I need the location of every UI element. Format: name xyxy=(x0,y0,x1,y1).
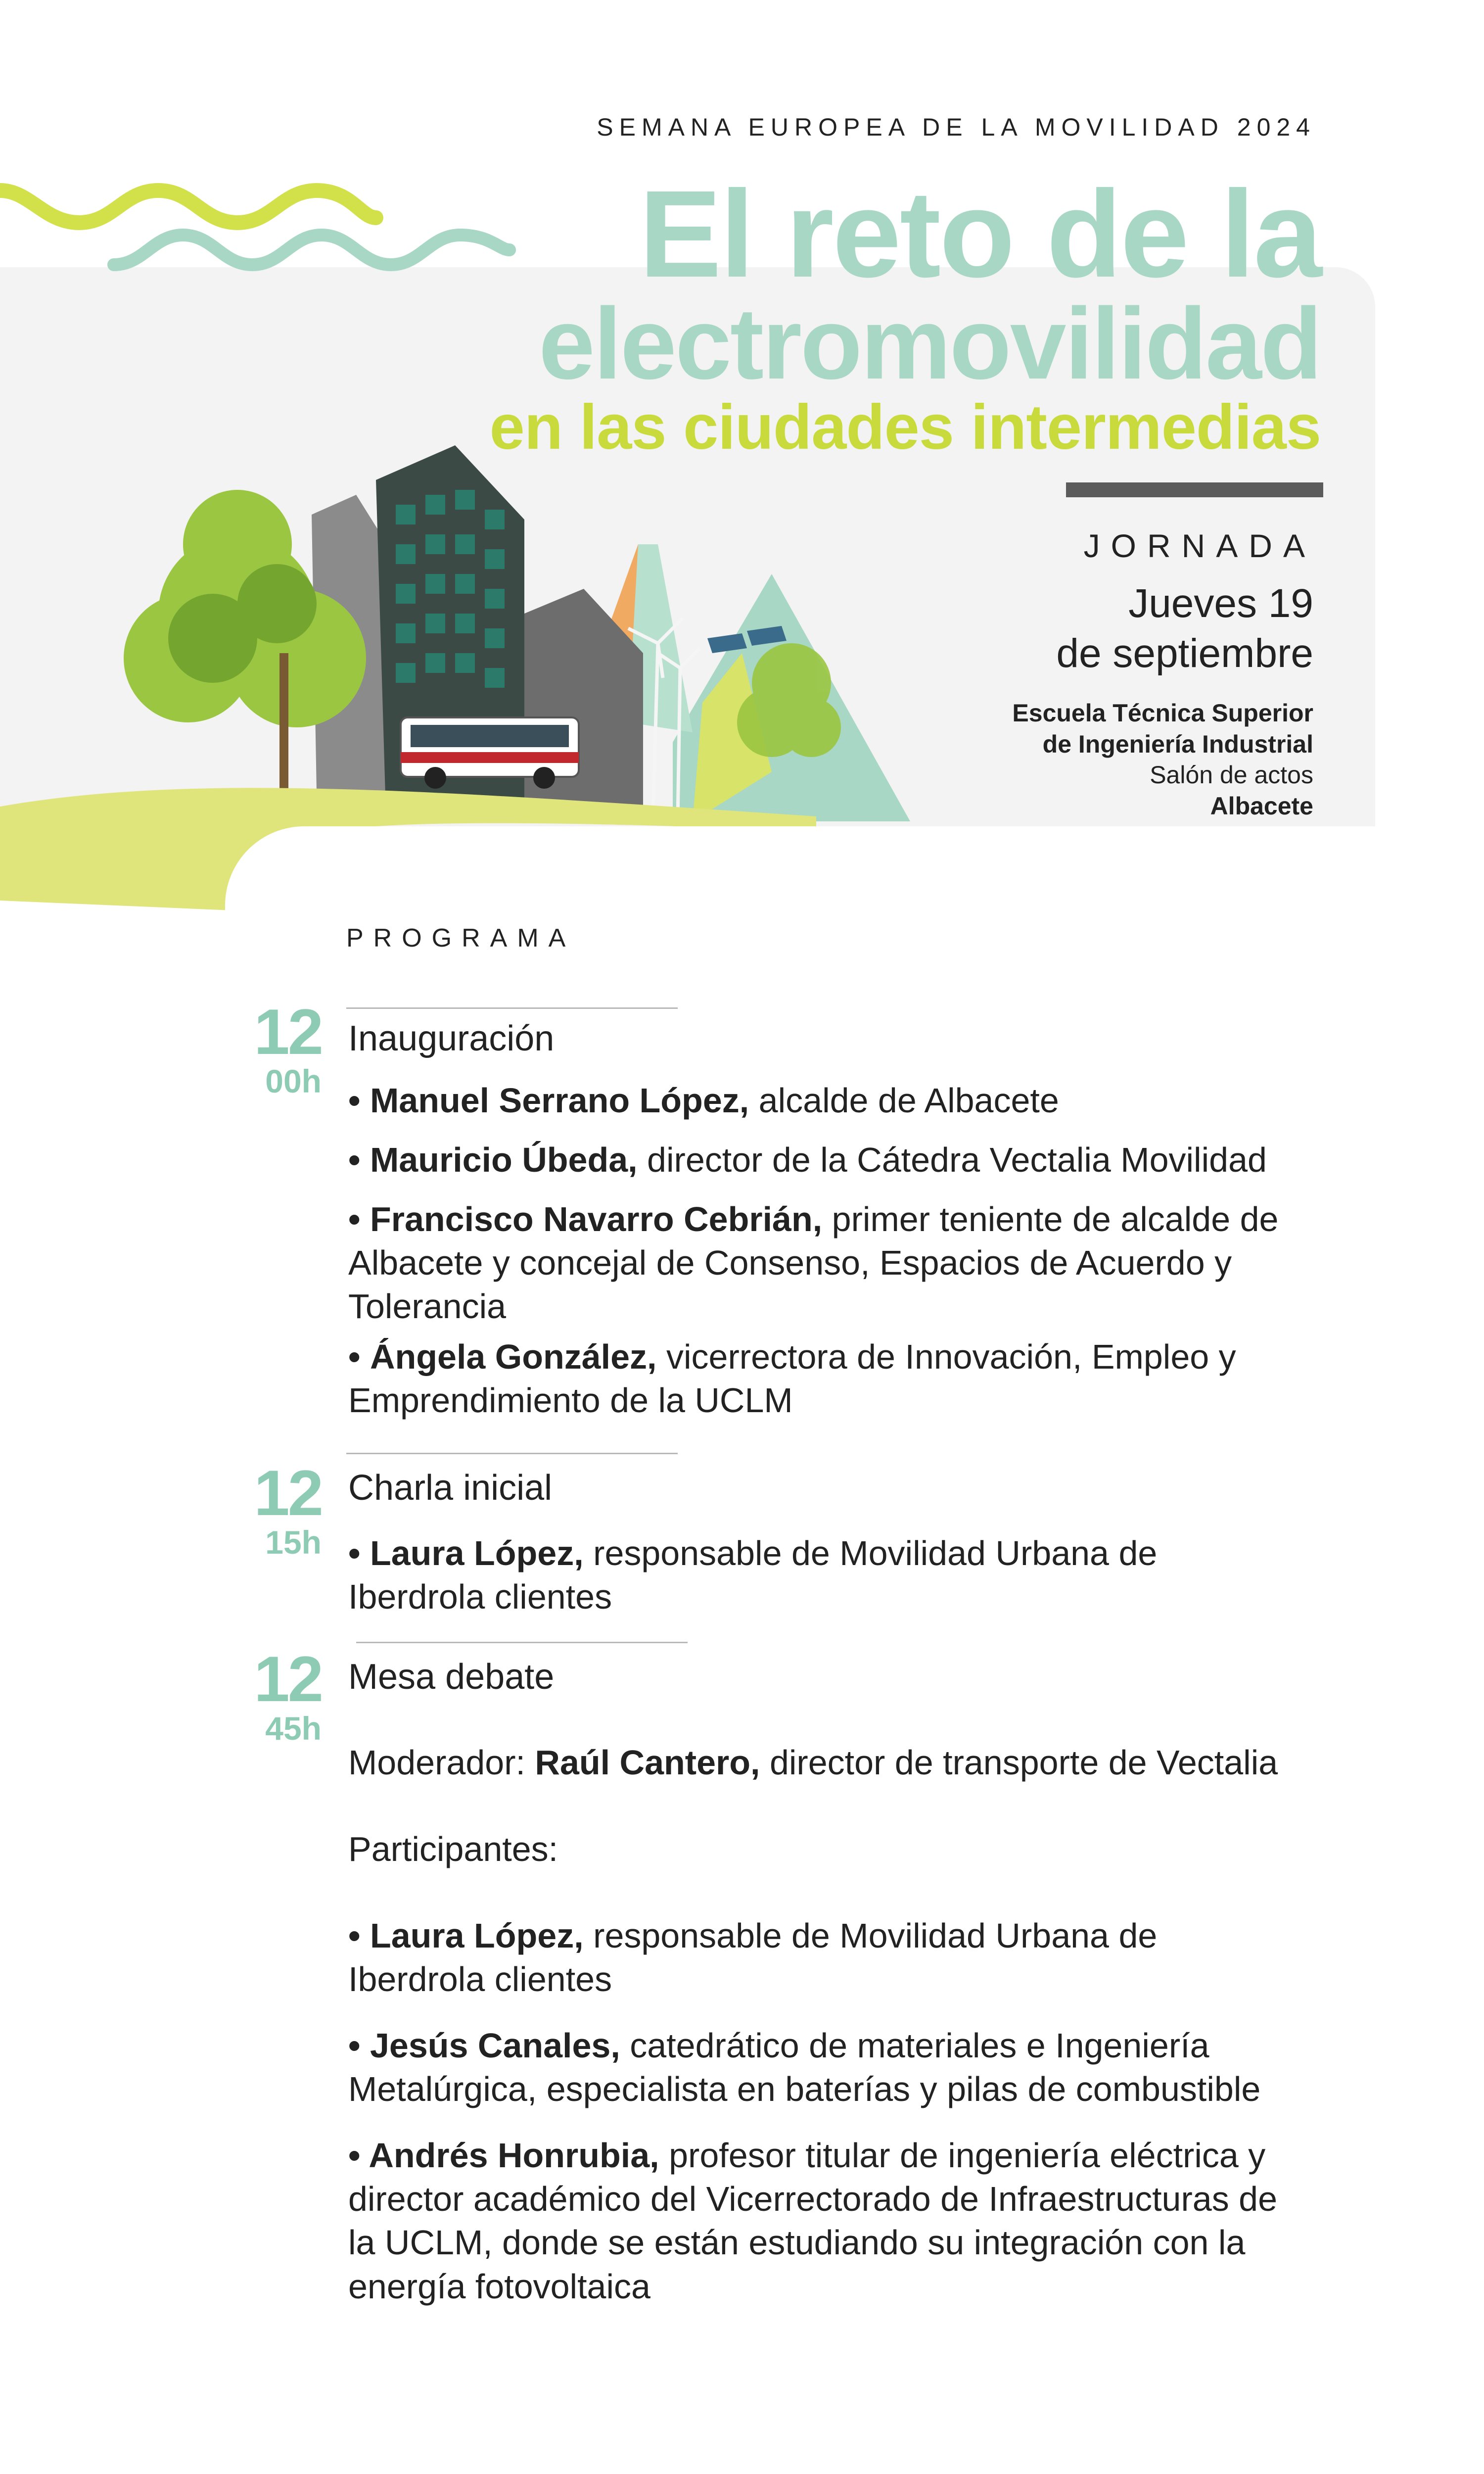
venue-line-4: Albacete xyxy=(1210,792,1313,820)
speaker-name: • Ángela González, xyxy=(348,1337,657,1376)
venue-line-2: de Ingeniería Industrial xyxy=(1042,730,1313,758)
session-divider xyxy=(346,1007,678,1009)
speaker-role: alcalde de Albacete xyxy=(749,1081,1059,1120)
moderator-item xyxy=(348,1741,1338,1784)
title-line-2: electromovilidad xyxy=(538,287,1321,400)
speaker-role-cont: director académico del Vicerrectorado de Infraestructuras de xyxy=(348,2180,1278,2219)
title-line-1: El reto de la xyxy=(639,165,1321,303)
speaker-role: primer teniente de alcalde de xyxy=(822,1200,1279,1238)
speaker-name: • Francisco Navarro Cebrián, xyxy=(348,1200,823,1238)
speaker-name: Raúl Cantero, xyxy=(535,1743,760,1782)
wave-decoration xyxy=(0,143,544,292)
time-minutes: 15h xyxy=(265,1524,322,1561)
speaker-name: • Andrés Honrubia, xyxy=(348,2136,659,2175)
speaker-role-cont: Iberdrola clientes xyxy=(348,1960,612,1999)
event-date xyxy=(1056,579,1313,679)
speaker-item xyxy=(348,2134,1338,2308)
session-title: Charla inicial xyxy=(348,1468,553,1508)
speaker-role: responsable de Movilidad Urbana de xyxy=(583,1916,1158,1955)
event-eyebrow: SEMANA EUROPEA DE LA MOVILIDAD 2024 xyxy=(597,113,1316,141)
speaker-role: catedrático de materiales e Ingeniería xyxy=(620,2026,1209,2065)
wave-lime xyxy=(0,190,376,223)
speaker-item xyxy=(348,1335,1338,1422)
speaker-name: • Jesús Canales, xyxy=(348,2026,620,2065)
venue-line-1: Escuela Técnica Superior xyxy=(1012,699,1313,727)
session-time xyxy=(223,996,322,1099)
session-title: Inauguración xyxy=(348,1019,555,1058)
session-divider xyxy=(346,1453,678,1454)
speaker-role: director de transporte de Vectalia xyxy=(760,1743,1278,1782)
speaker-item xyxy=(348,1079,1338,1122)
time-hour: 12 xyxy=(254,1457,322,1529)
title-divider xyxy=(1066,482,1323,497)
time-minutes: 00h xyxy=(265,1063,322,1099)
program-heading: PROGRAMA xyxy=(346,924,576,952)
time-minutes: 45h xyxy=(265,1710,322,1747)
session-title: Mesa debate xyxy=(348,1657,555,1697)
jornada-label: JORNADA xyxy=(1083,527,1316,564)
speaker-role-cont: energía fotovoltaica xyxy=(348,2267,650,2306)
tree-trunk xyxy=(279,653,288,792)
session-time xyxy=(223,1457,322,1561)
speaker-name: • Mauricio Úbeda, xyxy=(348,1141,638,1179)
page-subtitle: en las ciudades intermedias xyxy=(489,392,1321,463)
speaker-name: • Laura López, xyxy=(348,1534,584,1572)
page-title xyxy=(538,165,1321,400)
speaker-role-cont: Albacete y concejal de Consenso, Espacios de Acuerdo y xyxy=(348,1243,1232,1283)
speaker-role-cont: Emprendimiento de la UCLM xyxy=(348,1381,793,1420)
speaker-name: • Manuel Serrano López, xyxy=(348,1081,749,1120)
session-divider xyxy=(356,1642,688,1643)
hero-curve xyxy=(225,826,1484,925)
speaker-role-cont: Metalúrgica, especialista en baterías y pilas de combustible xyxy=(348,2070,1261,2109)
speaker-role: director de la Cátedra Vectalia Movilidad xyxy=(637,1141,1267,1179)
session-time xyxy=(223,1643,322,1747)
speaker-item xyxy=(348,1914,1338,2001)
event-venue xyxy=(1012,698,1313,821)
speaker-name: • Laura López, xyxy=(348,1916,584,1955)
speaker-role: vicerrectora de Innovación, Empleo y xyxy=(656,1337,1236,1376)
venue-line-3: Salón de actos xyxy=(1150,761,1313,789)
time-hour: 12 xyxy=(254,996,322,1068)
moderator-label: Moderador: xyxy=(348,1743,535,1782)
date-line-2: de septiembre xyxy=(1056,630,1313,676)
time-hour: 12 xyxy=(254,1643,322,1715)
speaker-item xyxy=(348,2024,1338,2111)
speaker-item xyxy=(348,1138,1338,1182)
date-line-1: Jueves 19 xyxy=(1128,581,1313,626)
speaker-role-cont: Tolerancia xyxy=(348,1287,507,1326)
speaker-role-cont: la UCLM, donde se están estudiando su integración con la xyxy=(348,2223,1246,2262)
speaker-item xyxy=(348,1197,1338,1329)
speaker-role-cont: Iberdrola clientes xyxy=(348,1577,612,1617)
speaker-role: profesor titular de ingeniería eléctrica y xyxy=(659,2136,1266,2175)
wave-mint xyxy=(114,235,510,265)
participants-label: Participantes: xyxy=(348,1830,558,1868)
speaker-role: responsable de Movilidad Urbana de xyxy=(583,1534,1158,1572)
speaker-item xyxy=(348,1531,1338,1618)
